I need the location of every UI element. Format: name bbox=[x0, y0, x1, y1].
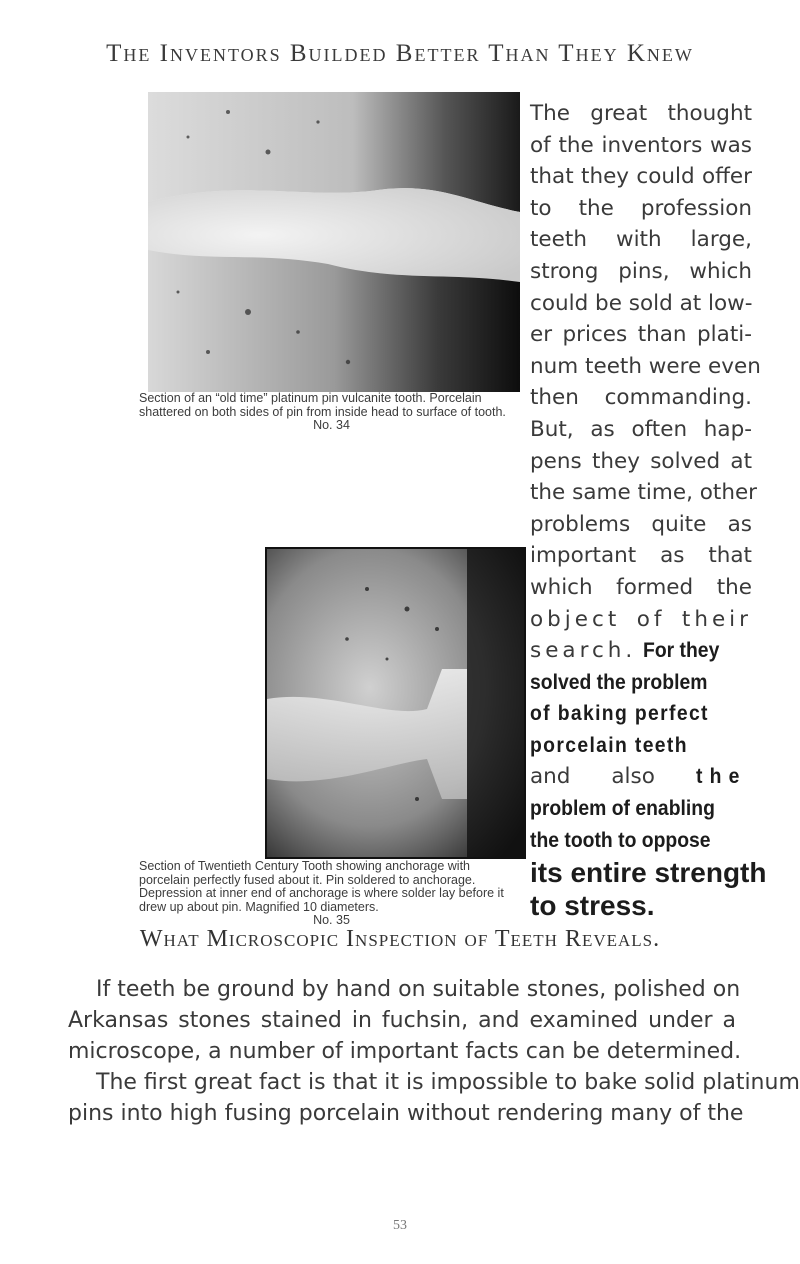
body-line: pins into high fusing porcelain without rendering many of the bbox=[68, 1101, 744, 1126]
body-line: The first great fact is that it is impossible to bake solid platinum bbox=[96, 1070, 800, 1095]
figure-34-caption bbox=[139, 392, 524, 433]
side-line: num teeth were even bbox=[530, 353, 761, 379]
body-paragraph bbox=[68, 974, 800, 1129]
side-line: which formed the bbox=[530, 574, 752, 600]
search-word: search. bbox=[530, 638, 637, 664]
side-bold-line bbox=[530, 825, 752, 857]
micrograph-35-image bbox=[267, 549, 524, 857]
side-line: important as that bbox=[530, 543, 752, 569]
bold-text: porcelain teeth bbox=[530, 732, 688, 757]
figure-35-caption-text: Section of Twentieth Century Tooth showing anchorage with porcelain perfectly fused about it. Pin soldered to anchorage. Depression at inner end of anchorage is where solder lay before it drew up about pin. Magnified 10 diameters. bbox=[139, 859, 504, 914]
side-bold-line bbox=[530, 730, 752, 762]
page-number: 53 bbox=[393, 1218, 407, 1233]
side-line: to the profession bbox=[530, 195, 752, 221]
figure-35-caption bbox=[139, 860, 524, 928]
bold-text: problem of enabling bbox=[530, 796, 715, 821]
side-line: of the inventors was bbox=[530, 132, 752, 158]
figure-34-number: No. 34 bbox=[313, 418, 350, 432]
side-line: But, as often hap- bbox=[530, 416, 752, 442]
body-line: Arkansas stones stained in fuchsin, and examined under a bbox=[68, 1008, 736, 1033]
side-line: er prices than plati- bbox=[530, 322, 752, 348]
side-bold-line bbox=[530, 793, 752, 825]
side-line: teeth with large, bbox=[530, 227, 752, 253]
figure-34-photo bbox=[148, 92, 520, 392]
running-head: The Inventors Builded Better Than They Knew bbox=[106, 40, 694, 67]
figure-35-photo bbox=[265, 547, 526, 859]
side-line: the same time, other bbox=[530, 480, 758, 506]
side-line: object of their bbox=[530, 606, 752, 632]
side-mixed-line bbox=[530, 761, 752, 793]
side-line: could be sold at low- bbox=[530, 290, 753, 316]
micrograph-34-image bbox=[148, 92, 520, 392]
figure-35-number: No. 35 bbox=[313, 913, 350, 927]
bold-text: the bbox=[695, 764, 747, 789]
bold-start: For they bbox=[643, 638, 720, 663]
body-line: If teeth be ground by hand on suitable stones, polished on bbox=[96, 977, 741, 1002]
body-line: microscope, a number of important facts can be determined. bbox=[68, 1039, 742, 1064]
side-line: then commanding. bbox=[530, 385, 752, 411]
side-bold-line bbox=[530, 698, 752, 730]
side-line: The great thought bbox=[530, 101, 752, 126]
side-line-search bbox=[530, 635, 752, 667]
bold-text: solved the problem bbox=[530, 669, 708, 694]
figure-34-caption-text: Section of an “old time” platinum pin vulcanite tooth. Porcelain shattered on both sides of pin from inside head to surface of tooth. bbox=[139, 391, 506, 419]
plain-text: and also bbox=[530, 764, 655, 790]
section-heading: What Microscopic Inspection of Teeth Reveals. bbox=[139, 926, 661, 952]
side-column-text bbox=[530, 98, 767, 922]
side-big-line: to stress. bbox=[530, 890, 655, 922]
side-line: that they could offer bbox=[530, 164, 752, 190]
side-line: pens they solved at bbox=[530, 448, 752, 474]
bold-text: the tooth to oppose bbox=[530, 827, 711, 852]
side-big-line: its entire strength bbox=[530, 857, 767, 889]
side-bold-line bbox=[530, 667, 752, 699]
bold-text: of baking perfect bbox=[530, 701, 709, 726]
side-line: problems quite as bbox=[530, 511, 752, 537]
side-line: strong pins, which bbox=[530, 258, 752, 284]
